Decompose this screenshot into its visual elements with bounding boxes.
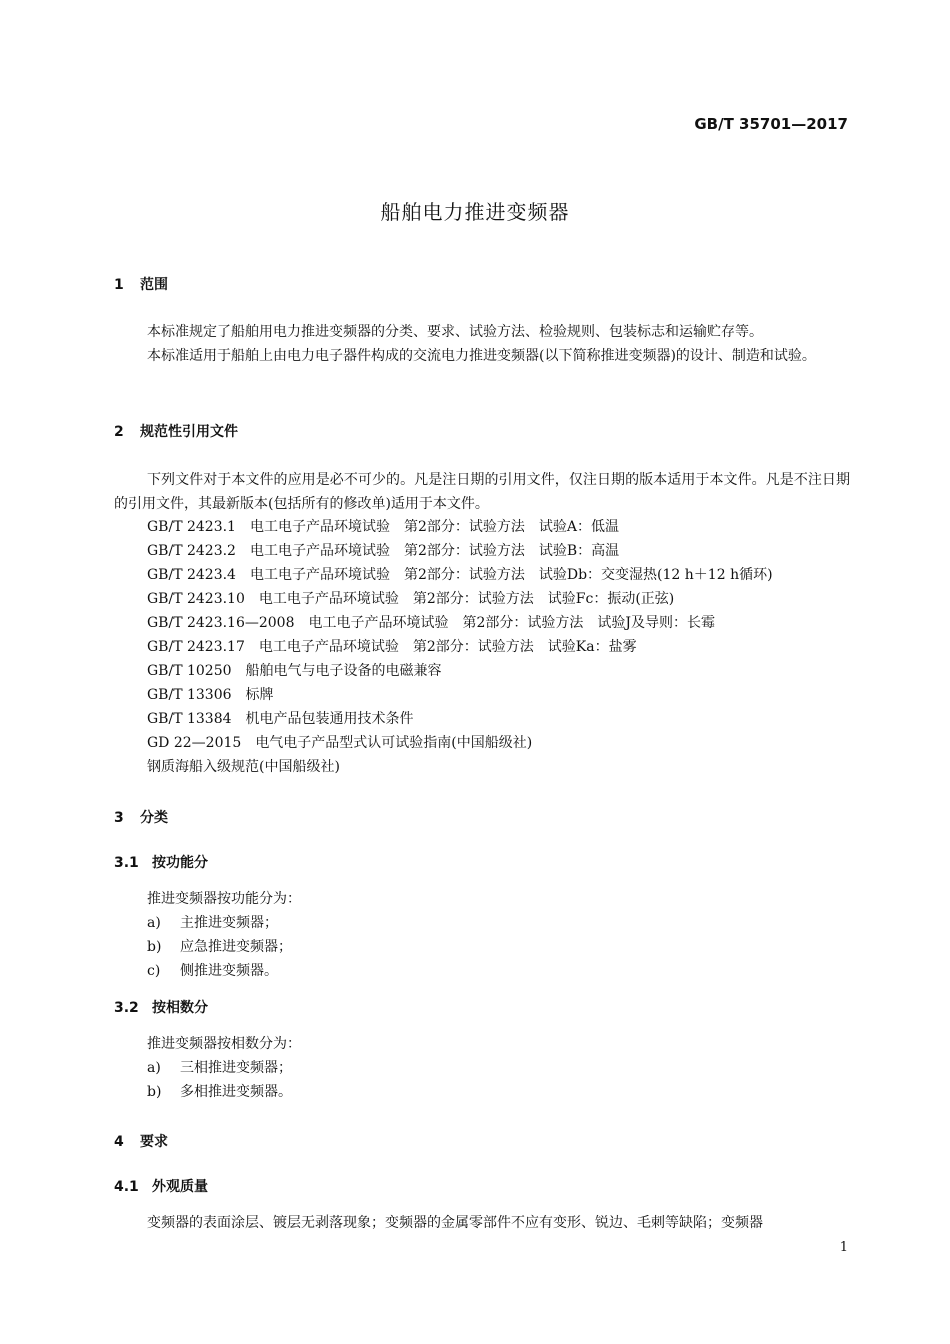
- section-3-heading: [114, 807, 168, 827]
- ref-code: GB/T 2423.16—2008: [147, 615, 295, 631]
- section-1-heading: [114, 274, 168, 294]
- list-item: [147, 1057, 292, 1077]
- list-intro: 推进变频器按相数分为：: [147, 1036, 301, 1052]
- ref-code: GD 22—2015: [147, 735, 242, 751]
- section-title: 要求: [140, 1134, 168, 1150]
- ref-code: GB/T 13306: [147, 687, 232, 703]
- list-item: [147, 912, 278, 932]
- reference-item: [147, 684, 274, 704]
- item-text: 主推进变频器；: [180, 915, 278, 931]
- ref-title: 电工电子产品环境试验 第2部分：试验方法 试验J及导则：长霉: [308, 615, 716, 631]
- item-label: a): [147, 1060, 161, 1076]
- ref-title: 船舶电气与电子设备的电磁兼容: [245, 663, 442, 679]
- item-text: 多相推进变频器。: [180, 1084, 292, 1100]
- reference-item: [147, 588, 674, 608]
- reference-item: [147, 708, 414, 728]
- section-number: 3: [114, 810, 124, 826]
- ref-title: 电气电子产品型式认可试验指南(中国船级社): [255, 735, 533, 751]
- paragraph: 变频器的表面涂层、镀层无剥落现象；变频器的金属零部件不应有变形、锐边、毛刺等缺陷；变频器: [147, 1215, 763, 1231]
- ref-title: 电工电子产品环境试验 第2部分：试验方法 试验B：高温: [249, 543, 620, 559]
- paragraph: 本标准规定了船舶用电力推进变频器的分类、要求、试验方法、检验规则、包装标志和运输贮存等。: [147, 324, 763, 340]
- list-item: [147, 1081, 292, 1101]
- item-label: b): [147, 1084, 162, 1100]
- ref-code: GB/T 2423.4: [147, 567, 236, 583]
- section-title: 分类: [140, 810, 168, 826]
- item-label: a): [147, 915, 161, 931]
- ref-title: 电工电子产品环境试验 第2部分：试验方法 试验A：低温: [249, 519, 619, 535]
- reference-item: [147, 540, 619, 560]
- section-2-heading: [114, 421, 238, 441]
- subsection-4-1-heading: [114, 1176, 208, 1196]
- ref-title: 钢质海船入级规范(中国船级社): [147, 759, 340, 775]
- ref-code: GB/T 2423.10: [147, 591, 245, 607]
- ref-title: 电工电子产品环境试验 第2部分：试验方法 试验Fc：振动(正弦): [258, 591, 675, 607]
- standard-code: GB/T 35701—2017: [694, 115, 848, 133]
- ref-title: 标牌: [245, 687, 274, 703]
- subsection-number: 3.1: [114, 855, 139, 871]
- subsection-number: 3.2: [114, 1000, 139, 1016]
- ref-code: GB/T 2423.17: [147, 639, 245, 655]
- list-item: [147, 936, 292, 956]
- ref-code: GB/T 10250: [147, 663, 232, 679]
- ref-title: 电工电子产品环境试验 第2部分：试验方法 试验Db：交变湿热(12 h＋12 h循环): [249, 567, 773, 583]
- section-number: 2: [114, 424, 124, 440]
- subsection-title: 外观质量: [152, 1179, 208, 1195]
- ref-code: GB/T 2423.1: [147, 519, 236, 535]
- reference-item: [147, 732, 532, 752]
- section-title: 范围: [140, 277, 168, 293]
- ref-code: GB/T 13384: [147, 711, 232, 727]
- reference-item: [147, 612, 715, 632]
- item-text: 侧推进变频器。: [180, 963, 278, 979]
- ref-title: 电工电子产品环境试验 第2部分：试验方法 试验Ka：盐雾: [258, 639, 637, 655]
- document-title: 船舶电力推进变频器: [380, 200, 570, 224]
- item-label: b): [147, 939, 162, 955]
- reference-item: [147, 564, 773, 584]
- page-number: 1: [839, 1240, 848, 1255]
- subsection-title: 按功能分: [152, 855, 208, 871]
- reference-item: [147, 636, 637, 656]
- ref-title: 机电产品包装通用技术条件: [245, 711, 414, 727]
- section-4-heading: [114, 1131, 168, 1151]
- reference-item: [147, 756, 340, 776]
- subsection-title: 按相数分: [152, 1000, 208, 1016]
- section-title: 规范性引用文件: [140, 424, 238, 440]
- item-text: 应急推进变频器；: [180, 939, 292, 955]
- item-text: 三相推进变频器；: [180, 1060, 292, 1076]
- list-item: [147, 960, 278, 980]
- section-number: 4: [114, 1134, 124, 1150]
- paragraph: 下列文件对于本文件的应用是必不可少的。凡是注日期的引用文件，仅注日期的版本适用于本文件。凡是不注日期的引用文件，其最新版本(包括所有的修改单)适用于本文件。: [114, 472, 850, 512]
- reference-item: [147, 660, 442, 680]
- list-intro: 推进变频器按功能分为：: [147, 891, 301, 907]
- subsection-number: 4.1: [114, 1179, 139, 1195]
- ref-code: GB/T 2423.2: [147, 543, 236, 559]
- subsection-3-1-heading: [114, 852, 208, 872]
- paragraph: 本标准适用于船舶上由电力电子器件构成的交流电力推进变频器(以下简称推进变频器)的设计、制造和试验。: [147, 348, 816, 364]
- section-number: 1: [114, 277, 124, 293]
- reference-item: [147, 516, 619, 536]
- subsection-3-2-heading: [114, 997, 208, 1017]
- item-label: c): [147, 963, 161, 979]
